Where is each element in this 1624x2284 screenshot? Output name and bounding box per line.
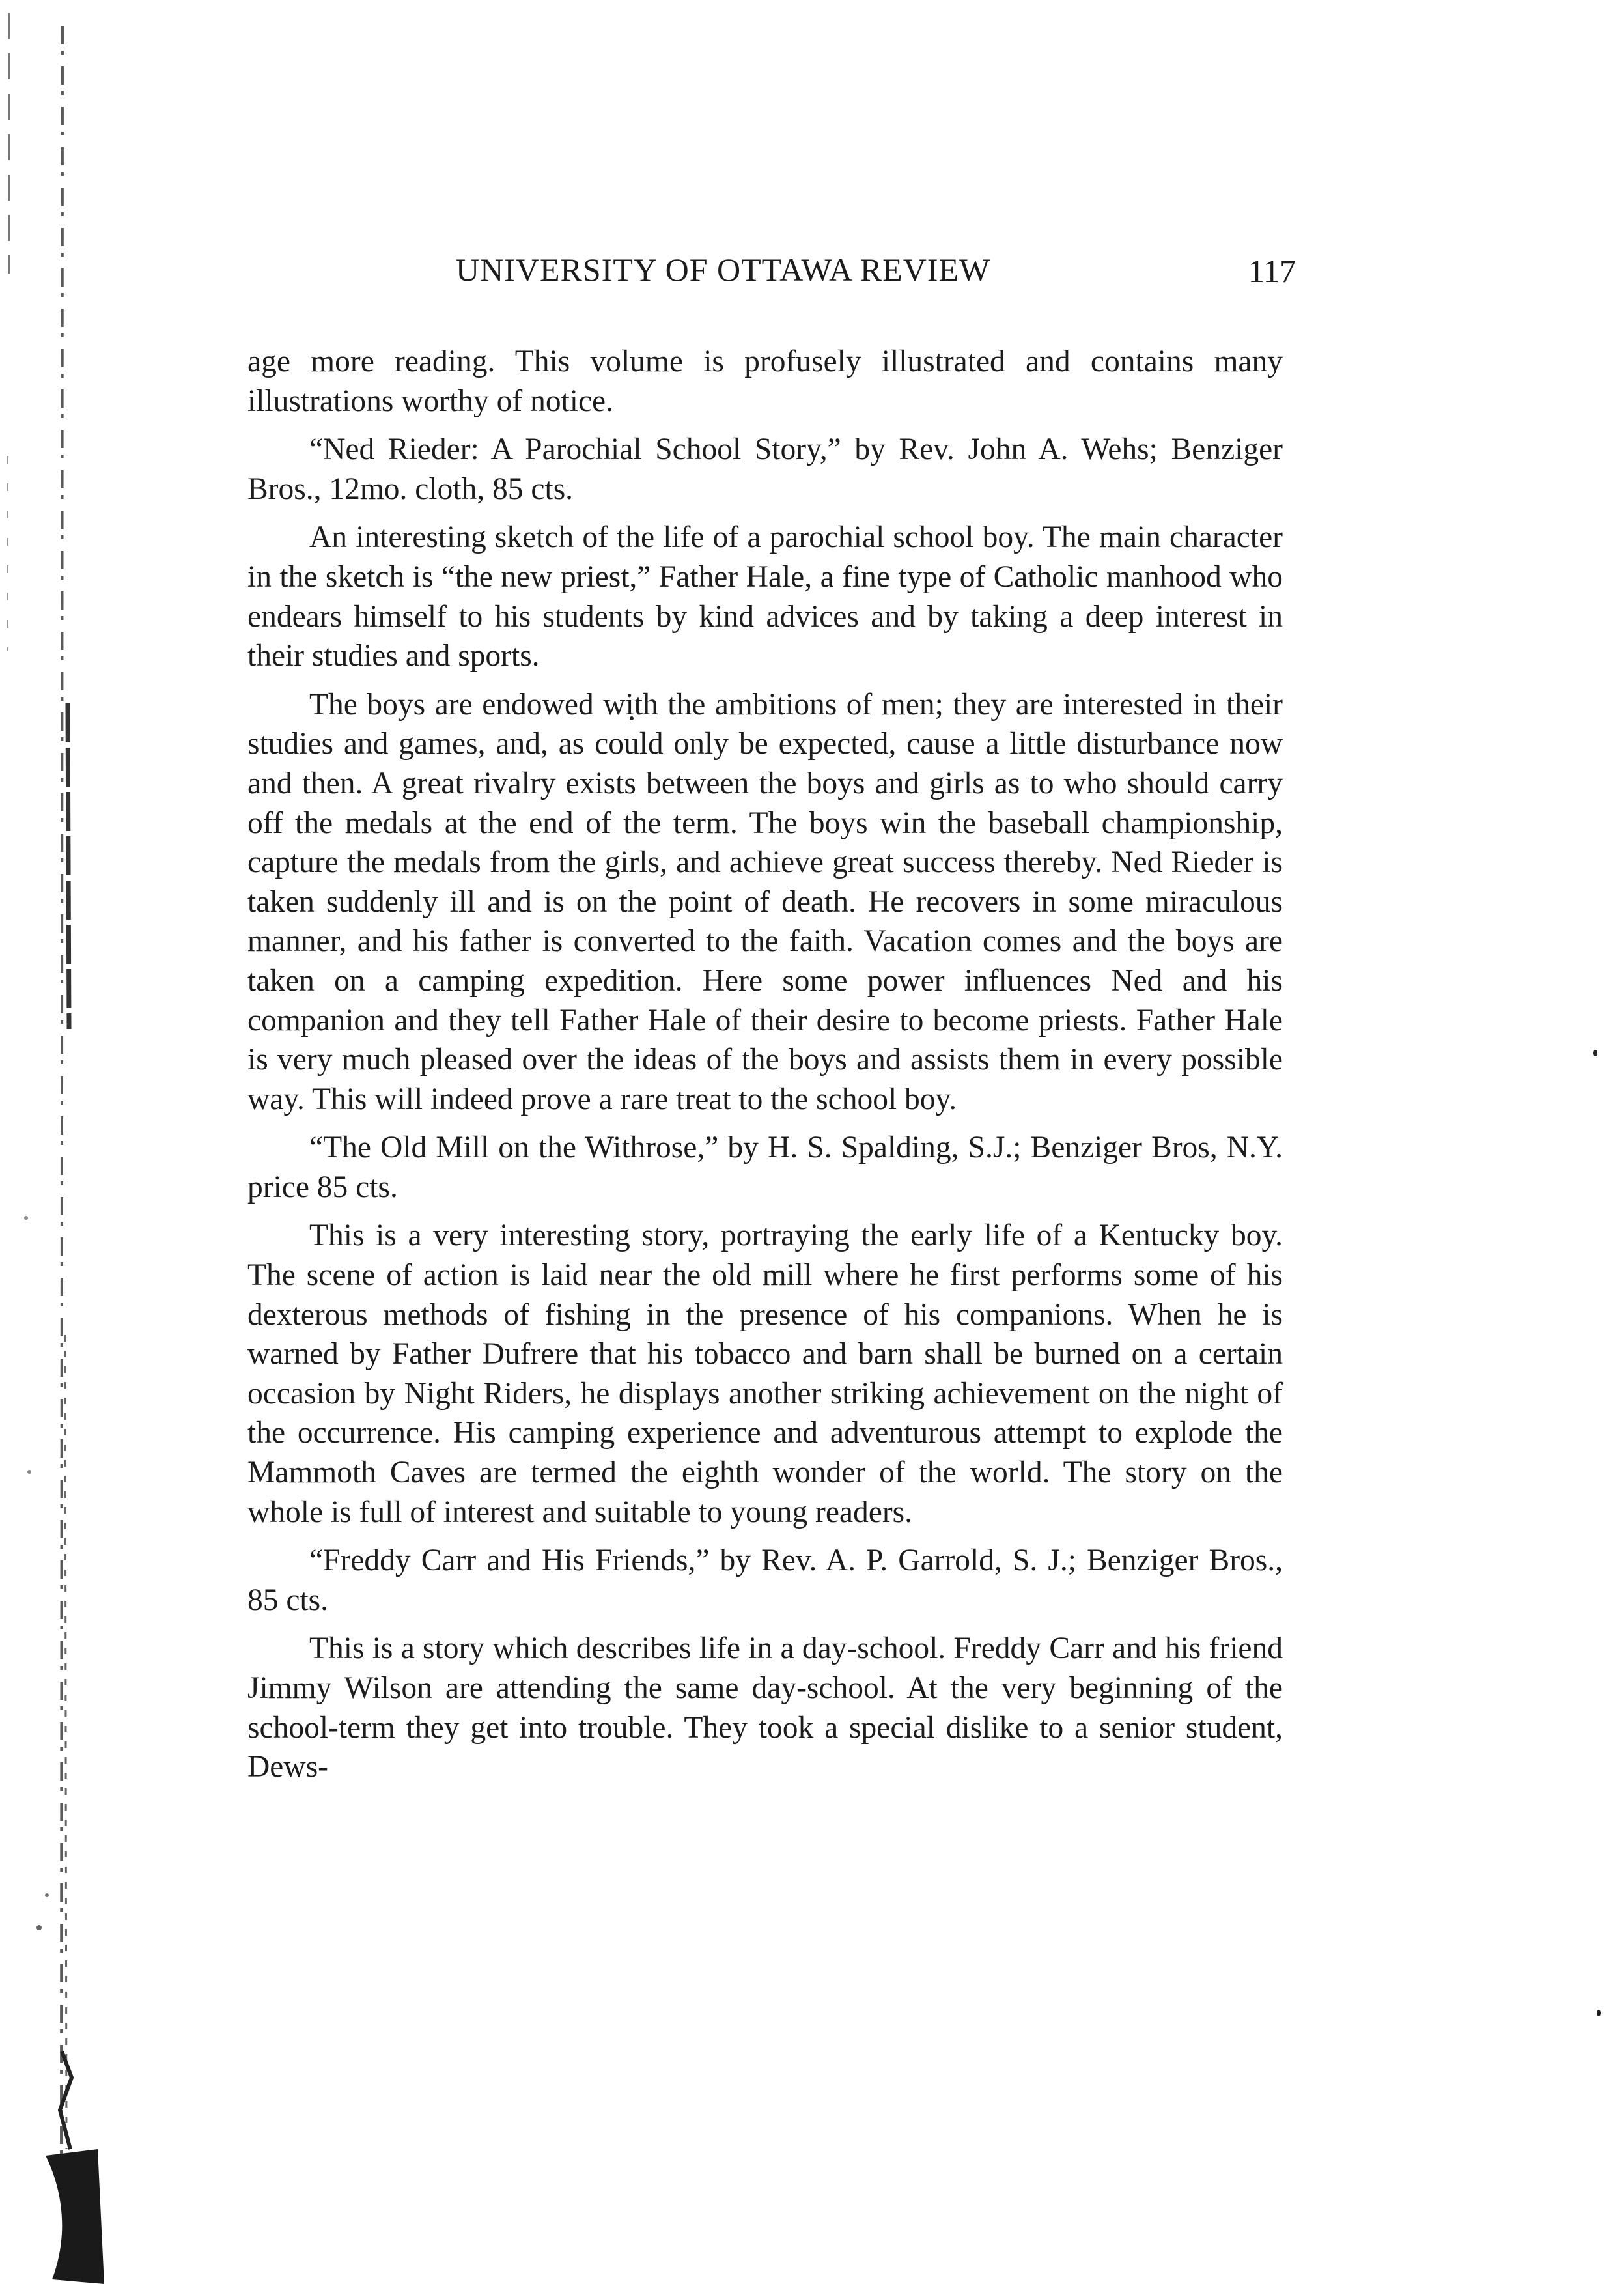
page-number: 117 — [1248, 253, 1296, 289]
print-speck — [1593, 1050, 1597, 1056]
review-text — [247, 342, 1283, 1796]
running-title: UNIVERSITY OF OTTAWA REVIEW — [456, 251, 991, 288]
page-header — [247, 251, 1296, 303]
scanned-binding-edge — [0, 0, 124, 2284]
print-speck — [1597, 2010, 1601, 2016]
review-paragraph: An interesting sketch of the life of a parochial school boy. The main character in the sketch is “the new priest,” Father Hale, a fine type of Catholic manhood who endears himself to his students by kind advices and by taking a deep interest in their studies and sports. — [247, 520, 1283, 673]
review-paragraph: The boys are endowed with the ambitions of men; they are interested in their studies and games, and, as could only be expected, cause a little disturbance now and then. A great rivalry exists between the boys and girls as to who should carry off the medals at the end of the term. The boys win the baseball championship, capture the medals from the girls, and achieve great success thereby. Ned Rieder is taken suddenly ill and is on the point of death. He recovers in some miraculous manner, and his father is converted to the faith. Vacation comes and the boys are taken on a camping expedition. Here some power influences Ned and his companion and they tell Father Hale of their desire to become priests. Father Hale is very much pleased over the ideas of the boys and assists them in every possible way. This will indeed prove a rare treat to the school boy. — [247, 687, 1283, 1116]
review-paragraph: This is a story which describes life in a day-school. Freddy Carr and his friend Jimmy Wilson are attending the same day-school. At the very beginning of the school-term they get into trouble. They took a special dislike to a senior student, Dews- — [247, 1631, 1283, 1784]
paragraph-continued: age more reading. This volume is profusely illustrated and contains many illustrations worthy of notice. — [247, 345, 1283, 418]
book-citation: “Freddy Carr and His Friends,” by Rev. A. P. Garrold, S. J.; Benziger Bros., 85 cts. — [247, 1544, 1283, 1617]
book-citation: “Ned Rieder: A Parochial School Story,” by Rev. John A. Wehs; Benziger Bros., 12mo. cloth, 85 cts. — [247, 432, 1283, 506]
review-paragraph: This is a very interesting story, portraying the early life of a Kentucky boy. The scene of action is laid near the old mill where he first performs some of his dexterous methods of fishing in the presence of his companions. When he is warned by Father Dufrere that his tobacco and barn shall be burned on a certain occasion by Night Riders, he displays another striking achievement on the night of the occurrence. His camping experience and adventurous attempt to explode the Mammoth Caves are termed the eighth wonder of the world. The story on the whole is full of interest and suitable to young readers. — [247, 1219, 1283, 1529]
book-citation: “The Old Mill on the Withrose,” by H. S. Spalding, S.J.; Benziger Bros, N.Y. price 85 cts. — [247, 1131, 1283, 1204]
